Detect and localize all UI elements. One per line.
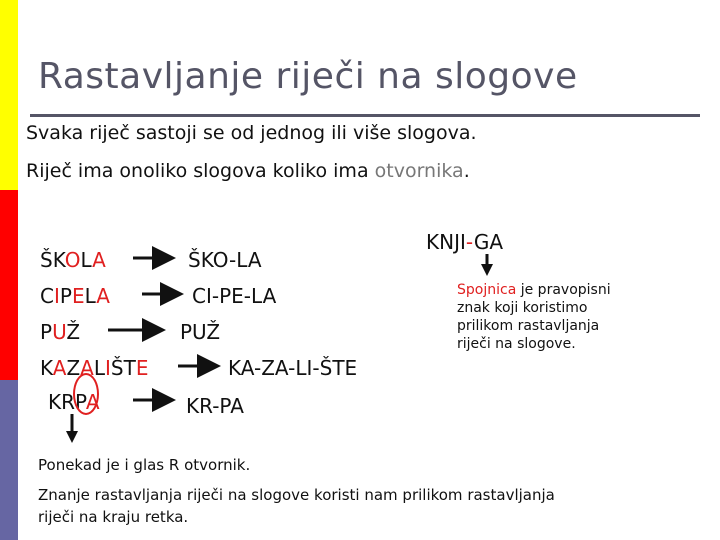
syllable: GA bbox=[473, 230, 504, 254]
letter: K bbox=[52, 248, 65, 272]
syllable: KNJI bbox=[426, 230, 466, 254]
letter: Š bbox=[40, 248, 53, 272]
letter: Z bbox=[66, 356, 81, 380]
letter: P bbox=[59, 284, 72, 308]
bottom-note: Ponekad je i glas R otvornik. bbox=[38, 456, 251, 474]
vowel-letter: E bbox=[71, 284, 85, 308]
letter: T bbox=[123, 356, 136, 380]
example-result-krpa: KR-PA bbox=[186, 394, 244, 418]
closing-line-1: Znanje rastavljanja riječi na slogove koristi nam prilikom rastavljanja bbox=[38, 486, 555, 504]
vowel-letter: A bbox=[92, 248, 106, 272]
vowel-letter: I bbox=[105, 356, 111, 380]
example-result-puz: PUŽ bbox=[180, 320, 221, 344]
hyphen-mark: - bbox=[465, 230, 474, 254]
vowel-letter: A bbox=[85, 390, 100, 414]
letter: L bbox=[80, 248, 93, 272]
letter: Š bbox=[110, 356, 124, 380]
vowel-letter: A bbox=[80, 356, 94, 380]
intro-line-2-end: . bbox=[463, 160, 470, 182]
example-result-kazaliste: KA-ZA-LI-ŠTE bbox=[228, 356, 358, 380]
letter: L bbox=[93, 356, 105, 380]
vowel-letter: O bbox=[64, 248, 81, 272]
letter: Ž bbox=[66, 320, 81, 344]
vowel-letter: A bbox=[52, 356, 67, 380]
example-result-skola: ŠKO-LA bbox=[188, 248, 262, 272]
letter: K bbox=[40, 356, 53, 380]
vowel-letter: I bbox=[53, 284, 60, 308]
slide-title: Rastavljanje riječi na slogove bbox=[38, 56, 578, 97]
closing-line-2: riječi na kraju retka. bbox=[38, 508, 189, 526]
note-line-2: znak koji koristimo bbox=[457, 300, 588, 316]
note-line-3: prilikom rastavljanja bbox=[457, 318, 600, 334]
note-accent-word: Spojnica bbox=[457, 282, 517, 298]
note-line-4: riječi na slogove. bbox=[457, 336, 576, 352]
example-result-cipela: CI-PE-LA bbox=[192, 284, 277, 308]
vowel-letter: U bbox=[52, 320, 67, 344]
letter: L bbox=[84, 284, 97, 308]
letter: P bbox=[40, 320, 53, 344]
vowel-letter: A bbox=[96, 284, 110, 308]
letter: P bbox=[75, 390, 86, 414]
letter: K bbox=[48, 390, 62, 414]
letter: C bbox=[40, 284, 54, 308]
intro-line-1: Svaka riječ sastoji se od jednog ili više slogova. bbox=[26, 122, 477, 144]
note-line-1: je pravopisni bbox=[516, 282, 611, 298]
intro-accent-word: otvornika bbox=[374, 160, 464, 182]
vowel-letter: E bbox=[135, 356, 149, 380]
letter: R bbox=[61, 390, 76, 414]
intro-line-2-text: Riječ ima onoliko slogova koliko ima bbox=[26, 160, 375, 182]
